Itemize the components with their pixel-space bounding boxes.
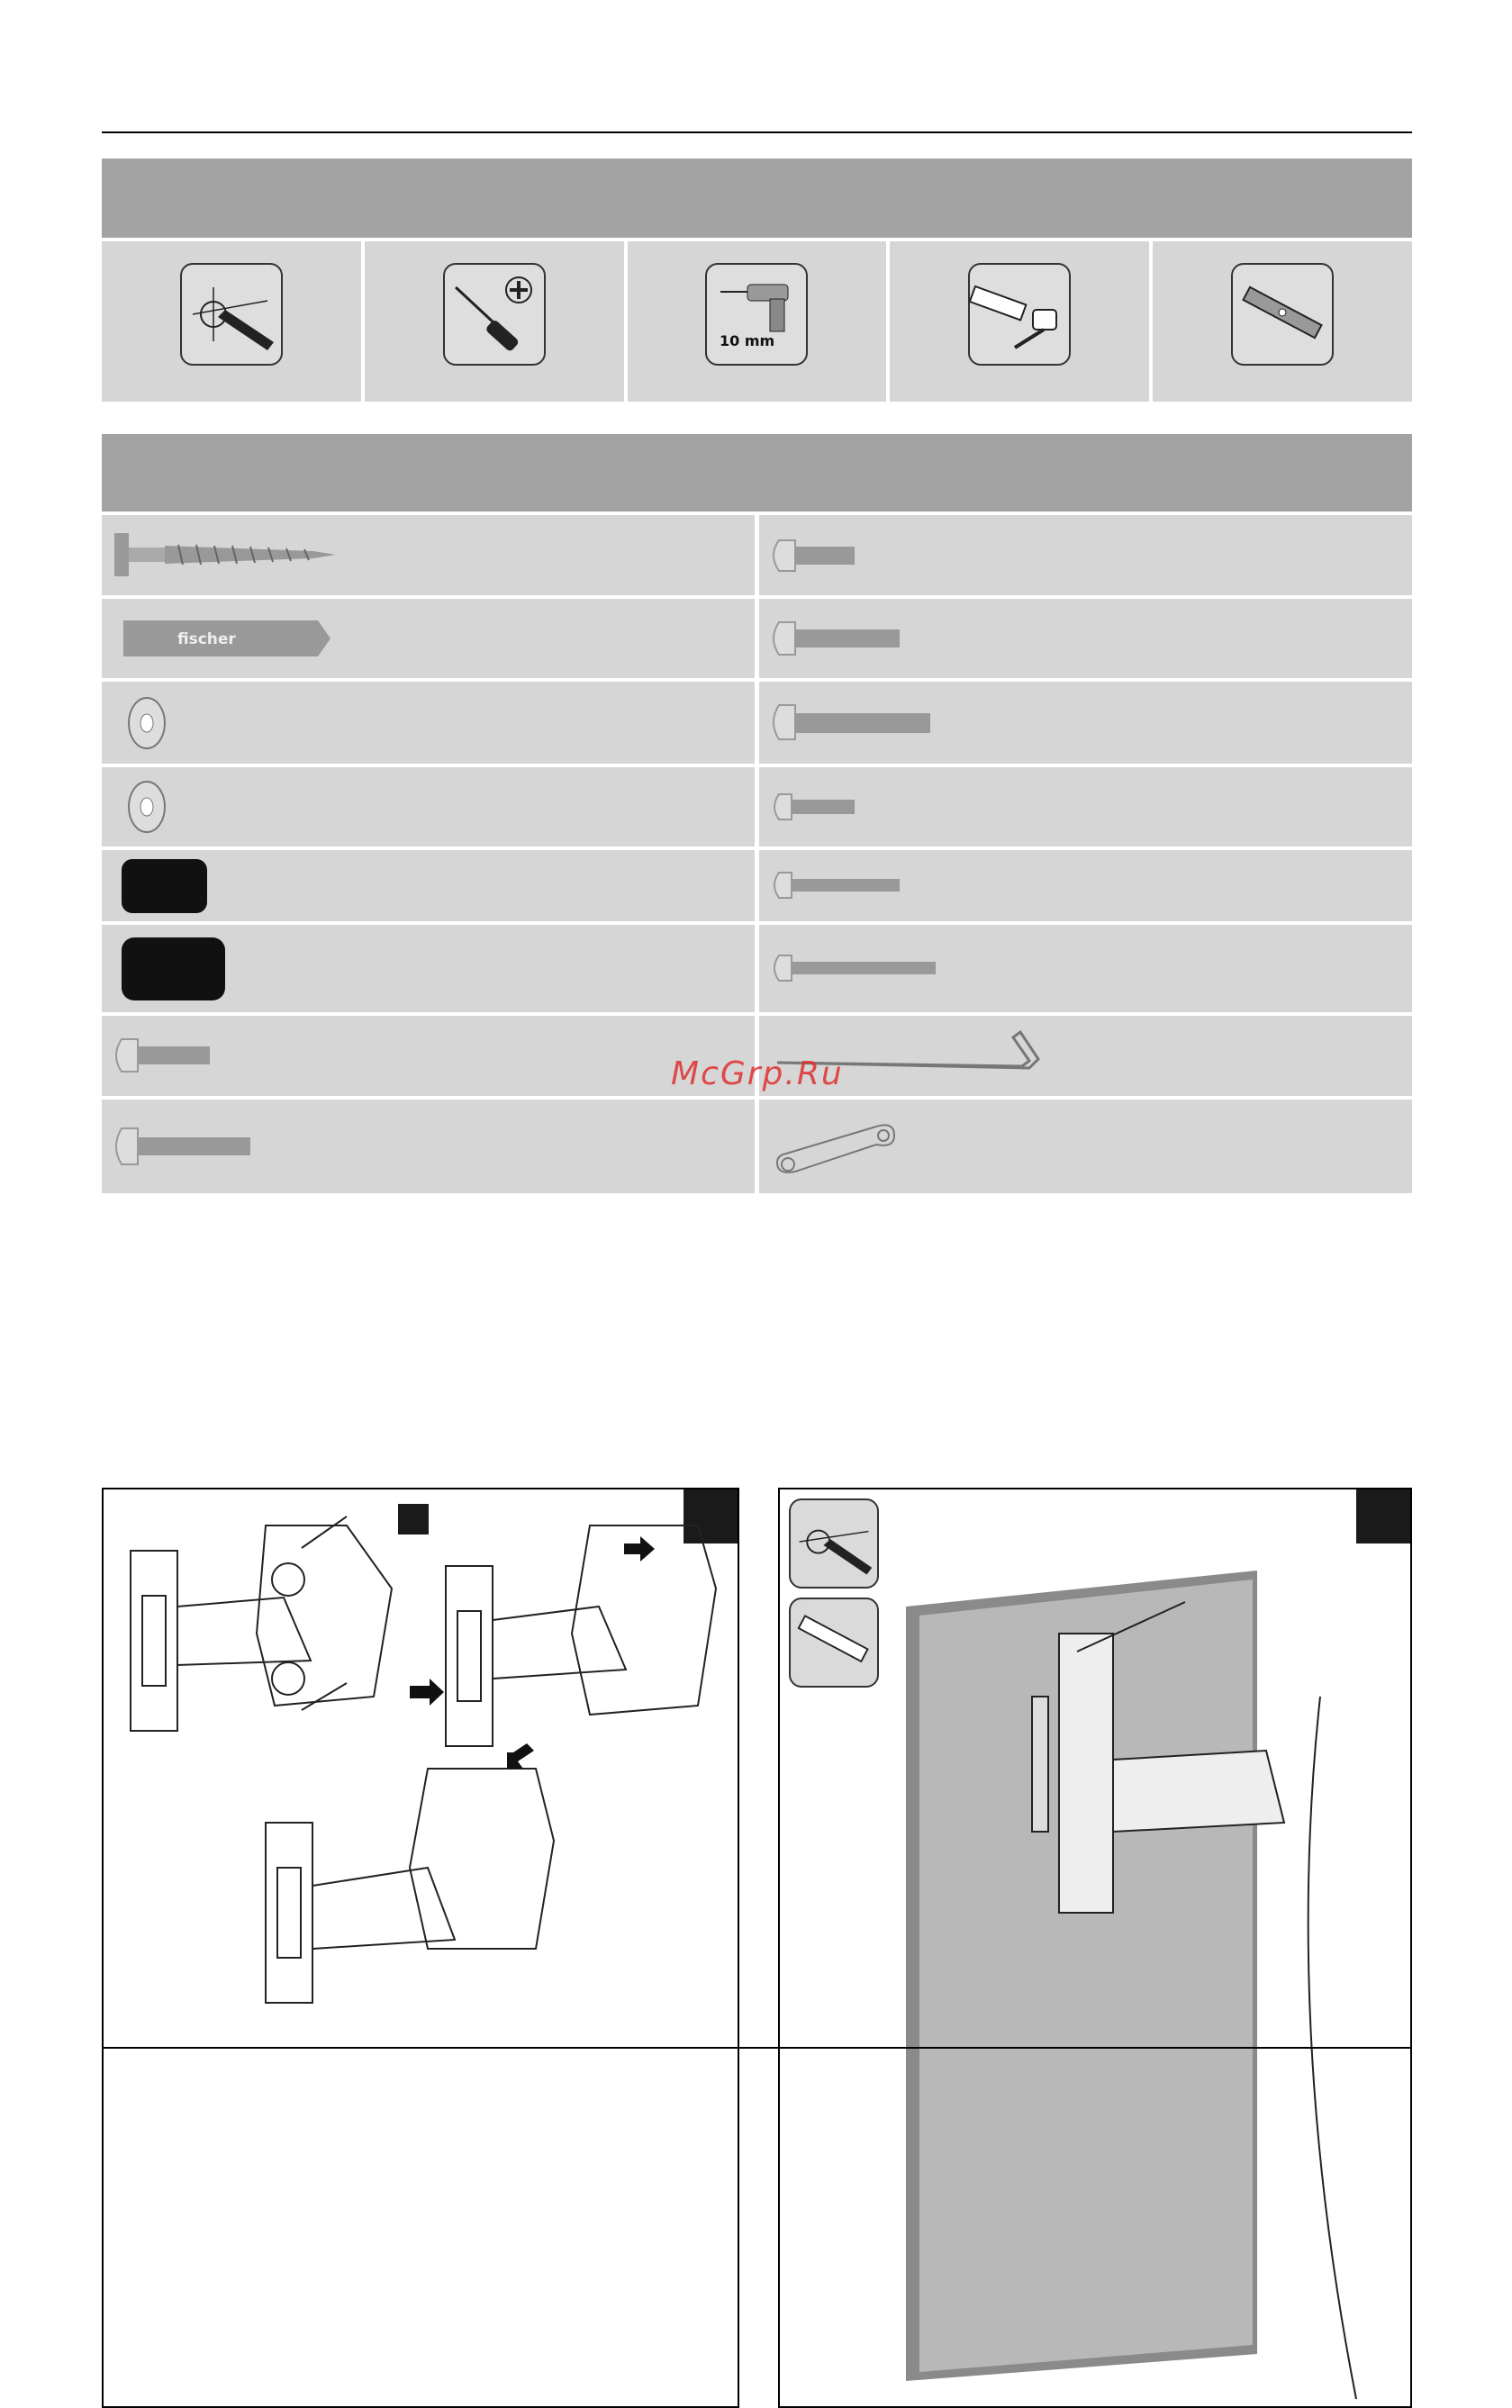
part-m-screw-short [759,515,1412,595]
part-m-screw-long [759,682,1412,764]
part-small-washer [102,767,755,846]
tools-row [102,241,1412,402]
step-panel-right [778,1488,1412,2408]
top-rule [102,131,1412,133]
bottom-rule [102,2047,1412,2049]
part-fischer-wall-plug [102,599,755,678]
tools-header-band [102,158,1412,238]
part-medium-screw [102,1100,755,1193]
part-long-spacer [102,925,755,1012]
watermark: McGrp.Ru [671,1055,844,1092]
screwdriver-icon [443,263,546,366]
tool-cell-level [1153,241,1412,402]
drill-icon [705,263,808,366]
part-m-screw-medium [759,599,1412,678]
bracket-disassembly-illustration [104,1489,738,2406]
step-panel-left [102,1488,739,2408]
part-m-screw-thin-long [759,925,1412,1012]
tool-cell-level-tape [890,241,1149,402]
parts-grid [102,515,1412,1197]
wall-mount-illustration [780,1489,1410,2406]
part-allen-key [759,1016,1412,1096]
part-short-spacer [102,850,755,921]
part-short-screw [102,1016,755,1096]
spirit-level-icon [1231,263,1334,366]
part-m-screw-thin-medium [759,850,1412,921]
level-and-tape-icon [968,263,1071,366]
tool-cell-screwdriver [365,241,624,402]
part-m-screw-thin-short [759,767,1412,846]
part-wrench [759,1100,1412,1193]
part-lag-screw [102,515,755,595]
part-large-washer [102,682,755,764]
plug-brand-label: fischer [177,630,236,648]
marking-pencil-icon [180,263,283,366]
drill-size-label: 10 mm [720,332,775,349]
parts-header-band [102,434,1412,511]
tool-cell-marking [102,241,361,402]
tool-cell-drill [628,241,887,402]
